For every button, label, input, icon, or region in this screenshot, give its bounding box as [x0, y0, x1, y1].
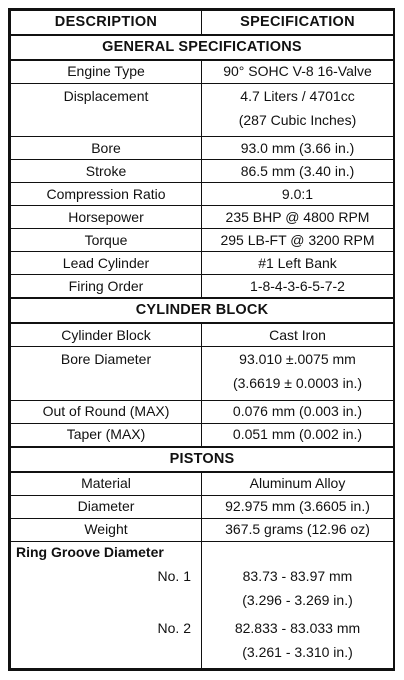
- section-general: [11, 35, 394, 60]
- row-value-line2: (3.6619 ± 0.0003 in.): [232, 375, 363, 392]
- row-label: Bore: [11, 137, 202, 160]
- specification-table: [10, 10, 394, 669]
- row-value: 93.0 mm (3.66 in.): [202, 137, 394, 160]
- row-value: 0.051 mm (0.002 in.): [202, 423, 394, 447]
- ring-no1-label: No. 1: [11, 564, 202, 616]
- row-value-line2: (287 Cubic Inches): [238, 111, 357, 128]
- row-label: Diameter: [11, 495, 202, 518]
- row-value: 90° SOHC V-8 16-Valve: [202, 60, 394, 84]
- table-row: [11, 495, 394, 518]
- section-title-general: GENERAL SPECIFICATIONS: [11, 35, 394, 60]
- table-row: [11, 229, 394, 252]
- row-value: Cast Iron: [202, 323, 394, 347]
- row-label: Lead Cylinder: [11, 252, 202, 275]
- ring-no2-label: No. 2: [11, 616, 202, 669]
- row-label: Stroke: [11, 160, 202, 183]
- row-value-line1: 83.73 - 83.97 mm: [242, 567, 353, 584]
- row-label: Horsepower: [11, 206, 202, 229]
- row-label: Displacement: [11, 83, 202, 136]
- row-value-line1: 93.010 ±.0075 mm: [239, 351, 356, 368]
- row-label: Cylinder Block: [11, 323, 202, 347]
- table-row: [11, 423, 394, 447]
- row-value-line1: 4.7 Liters / 4701cc: [240, 87, 355, 104]
- row-value-line2: (3.261 - 3.310 in.): [242, 643, 353, 660]
- row-label: Out of Round (MAX): [11, 400, 202, 423]
- row-value-empty: [202, 541, 394, 564]
- table-row: [11, 183, 394, 206]
- row-value: 92.975 mm (3.6605 in.): [202, 495, 394, 518]
- row-value: 295 LB-FT @ 3200 RPM: [202, 229, 394, 252]
- table-row: [11, 60, 394, 84]
- table-row: [11, 541, 394, 564]
- row-value: 0.076 mm (0.003 in.): [202, 400, 394, 423]
- row-value: 367.5 grams (12.96 oz): [202, 518, 394, 541]
- section-title-cylinder-block: CYLINDER BLOCK: [11, 298, 394, 323]
- row-value-line2: (3.296 - 3.269 in.): [242, 591, 353, 608]
- header-description: DESCRIPTION: [11, 11, 202, 35]
- table-row: [11, 616, 394, 669]
- row-value-line1: 82.833 - 83.033 mm: [234, 619, 361, 636]
- row-label: Bore Diameter: [11, 347, 202, 400]
- row-value: 9.0:1: [202, 183, 394, 206]
- row-label: Engine Type: [11, 60, 202, 84]
- ring-no1-value: [202, 564, 394, 616]
- row-value: 1-8-4-3-6-5-7-2: [202, 275, 394, 299]
- row-value: Aluminum Alloy: [202, 472, 394, 496]
- section-pistons: [11, 447, 394, 472]
- section-cylinder-block: [11, 298, 394, 323]
- table-row: [11, 323, 394, 347]
- row-label: Taper (MAX): [11, 423, 202, 447]
- row-label: Compression Ratio: [11, 183, 202, 206]
- table-row: [11, 518, 394, 541]
- ring-groove-heading: Ring Groove Diameter: [11, 541, 202, 564]
- table-row: [11, 400, 394, 423]
- ring-no2-value: [202, 616, 394, 669]
- table-row: [11, 252, 394, 275]
- table-row: [11, 206, 394, 229]
- row-value: 86.5 mm (3.40 in.): [202, 160, 394, 183]
- table-row: [11, 564, 394, 616]
- row-label: Material: [11, 472, 202, 496]
- row-value-stack: [202, 347, 394, 400]
- section-title-pistons: PISTONS: [11, 447, 394, 472]
- table-row: [11, 275, 394, 299]
- table-row: [11, 347, 394, 400]
- specification-table-frame: [8, 8, 395, 671]
- table-row: [11, 472, 394, 496]
- row-label: Torque: [11, 229, 202, 252]
- row-label: Firing Order: [11, 275, 202, 299]
- row-value: #1 Left Bank: [202, 252, 394, 275]
- table-row: [11, 83, 394, 136]
- row-value: 235 BHP @ 4800 RPM: [202, 206, 394, 229]
- table-row: [11, 160, 394, 183]
- header-specification: SPECIFICATION: [202, 11, 394, 35]
- row-value-stack: [202, 83, 394, 136]
- table-header-row: [11, 11, 394, 35]
- row-label: Weight: [11, 518, 202, 541]
- table-row: [11, 137, 394, 160]
